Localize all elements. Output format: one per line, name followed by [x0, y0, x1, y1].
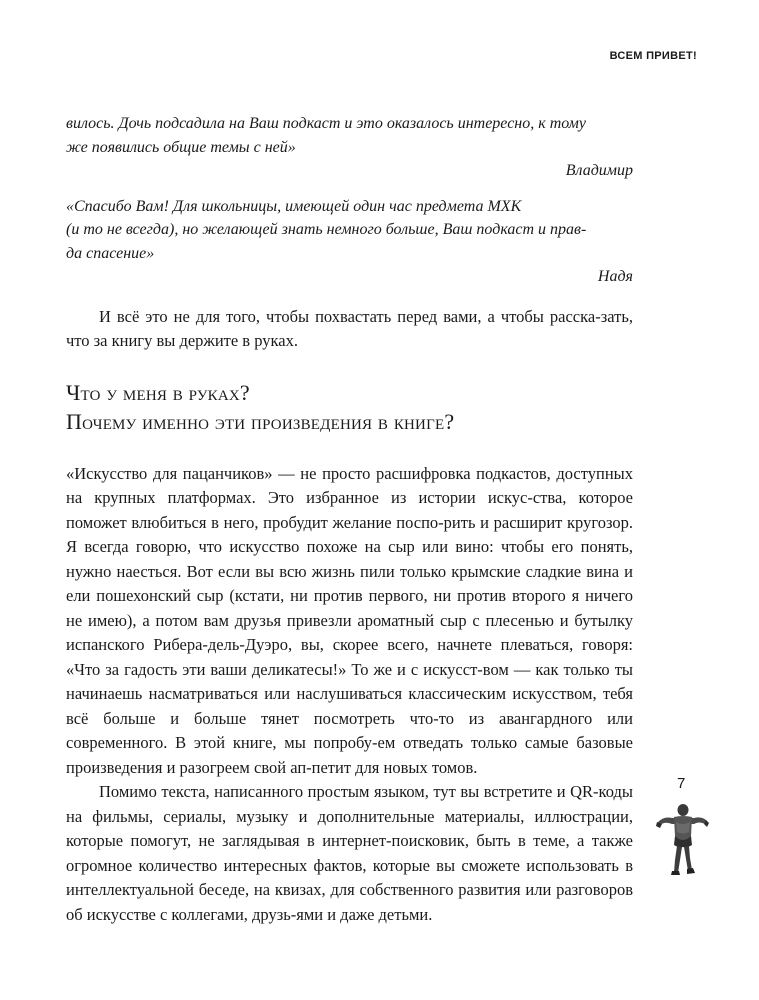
quote-line: «Спасибо Вам! Для школьницы, имеющей один час предмета МХК: [66, 197, 522, 215]
text-column: [66, 112, 633, 927]
quote-line: вилось. Дочь подсадила на Ваш подкаст и это оказалось интересно, к тому: [66, 115, 586, 132]
heading-line: Что у меня в руках?: [66, 379, 250, 405]
intro-paragraph: И всё это не для того, чтобы похвастать перед вами, а чтобы расска-зать, что за книгу вы держите в руках.: [66, 306, 633, 350]
quote-line: (и то не всегда), но желающей знать немного больше, Ваш подкаст и прав-: [66, 221, 587, 238]
quote-line: да спасение»: [66, 244, 155, 262]
heading-line: Почему именно эти произведения в книге?: [66, 408, 455, 434]
quote-text: [66, 195, 633, 266]
body-paragraph: «Искусство для пацанчиков» — не просто расшифровка подкастов, доступных на крупных платформах. Это избранное из истории искус-ства, которое поможет влюбиться в него, пробудит желание поспо-рить и расширит кругозор. Я всегда говорю, что искусство похоже на сыр или вино: чтобы его понять, нужно наесться. Вот если вы всю жизнь пили только крымские сладкие вина и ели пошехонский сыр (кстати, ни против первого, ни против второго я ничего не имею), а потом вам друзья привезли ароматный сыр с плесенью и бутылку испанского Рибера-дель-Дуэро, вы, скорее всего, начнете плеваться, говоря: «Что за гадость эти ваши деликатесы!» То же и с искусст-вом — как только ты начинаешь насматриваться или наслушиваться классическим искусством, тебя всё больше и больше тянет посмотреть что-то из авангардного или современного. В этой книге, мы попробу-ем отведать только самые базовые произведения и разогреем свой ап-петит для новых томов.: [66, 463, 633, 777]
quote-nadya: [66, 195, 633, 289]
section-heading: [66, 378, 633, 436]
running-figure-icon: [654, 802, 710, 877]
quote-text: [66, 112, 633, 159]
quote-vladimir: [66, 112, 633, 183]
quote-author: Надя: [597, 268, 633, 285]
body-paragraph: Помимо текста, написанного простым языком, тут вы встретите и QR-коды на фильмы, сериалы, музыку и дополнительные материалы, иллюстрации, которые помогут, не заглядывая в интернет-поисковик, быть в теме, а также огромное количество интересных фактов, которые вы сможете использовать в интеллектуальной беседе, на квизах, для собственного развития или разговоров об искусстве с коллегами, друзь-ями и даже детьми.: [66, 782, 633, 924]
running-figure-illustration: [654, 802, 710, 877]
quote-author: Владимир: [565, 162, 633, 179]
page-number: 7: [677, 775, 686, 792]
quote-line: же появились общие темы с ней»: [66, 138, 296, 156]
running-head: ВСЕМ ПРИВЕТ!: [609, 50, 697, 62]
